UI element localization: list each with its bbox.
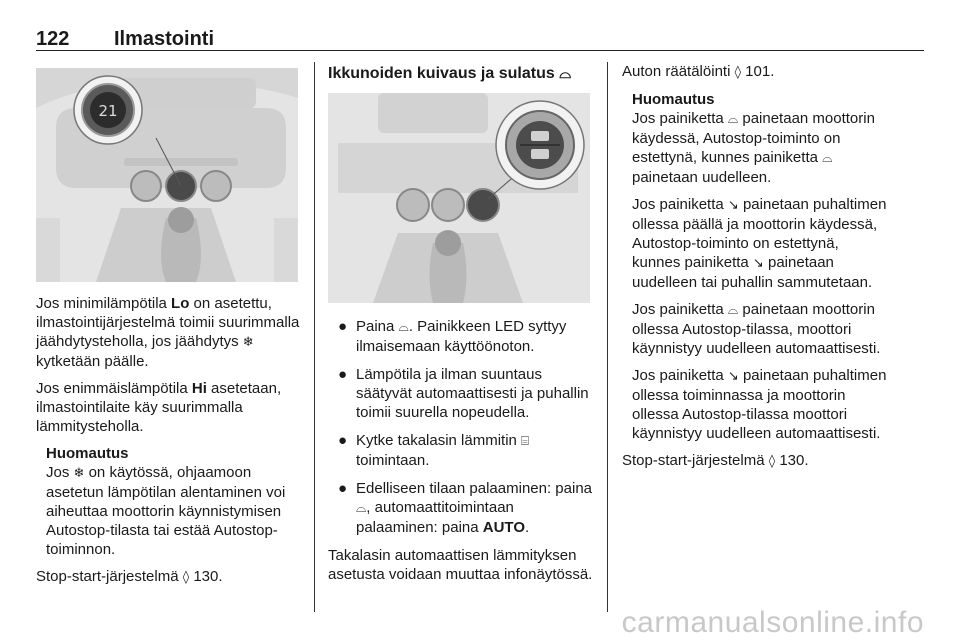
note-block xyxy=(622,90,890,443)
note-paragraph xyxy=(632,366,890,443)
windscreen-defrost-icon: ⌓ xyxy=(727,303,739,318)
text-span: painetaan moottorin ollessa Autostop-tilassa, moottori käynnistyy uudelleen automaattisesti. xyxy=(632,301,881,357)
text-span: . Painikkeen LED syttyy ilmaisemaan käyttöönoton. xyxy=(356,318,567,355)
xref-page: 130. xyxy=(775,452,809,469)
reference-arrow-icon: ◊ xyxy=(182,570,190,585)
note-paragraph xyxy=(632,109,890,187)
instruction-list xyxy=(328,317,596,537)
windscreen-defrost-icon: ⌓ xyxy=(822,151,833,166)
column-1 xyxy=(36,62,300,595)
cross-reference[interactable] xyxy=(36,567,300,587)
text-span: on asetettu, ilmastointijärjestelmä toimii suurimmalla jäähdytysteholla, jos jäähdytys xyxy=(36,295,300,350)
header-divider xyxy=(36,50,924,51)
page-number: 122 xyxy=(36,28,70,50)
paragraph-hi xyxy=(36,379,300,436)
text-span: painetaan uudelleen. xyxy=(632,169,772,186)
note-paragraph xyxy=(632,195,890,292)
note-paragraph xyxy=(632,300,890,358)
text-span: Jos painiketta xyxy=(632,367,728,384)
paragraph-lo xyxy=(36,294,300,371)
dashboard-photo-temperature xyxy=(36,68,298,282)
reference-arrow-icon: ◊ xyxy=(734,65,742,80)
bold-hi: Hi xyxy=(191,380,207,397)
column-2 xyxy=(328,62,596,592)
text-span: , automaattitoimintaan palaaminen: paina xyxy=(356,499,514,536)
air-distribution-icon: ↘ xyxy=(727,369,739,384)
text-span: painetaan uudelleen tai puhallin sammutetaan. xyxy=(632,254,873,291)
text-span: Jos painiketta xyxy=(632,110,728,127)
note-text xyxy=(46,463,300,559)
temperature-display-text: 21 xyxy=(98,102,118,120)
column-divider-1 xyxy=(314,62,315,612)
cross-reference[interactable] xyxy=(622,451,890,471)
text-span: toimintaan. xyxy=(356,452,430,469)
windscreen-defrost-icon: ⌓ xyxy=(398,320,409,335)
list-item xyxy=(328,365,596,422)
column-divider-2 xyxy=(607,62,608,612)
text-span: Lämpötila ja ilman suuntaus säätyvät automaattisesti ja puhallin toimii suurella nopeudella. xyxy=(356,366,589,421)
xref-label: Auton räätälöinti xyxy=(622,63,735,80)
bold-auto: AUTO xyxy=(482,519,525,536)
text-span: painetaan moottorin käydessä, Autostop-toiminto on estettynä, kunnes painiketta xyxy=(632,110,875,166)
climate-control-illustration xyxy=(36,68,298,282)
text-span: kytketään päälle. xyxy=(36,353,149,370)
bullet-icon: ● xyxy=(338,366,348,383)
text-span: painetaan puhaltimen ollessa toiminnassa ja moottorin ollessa Autostop-tilassa moottori käynnistyy uudelleen automaattisesti. xyxy=(632,367,887,442)
watermark: carmanualsonline.info xyxy=(621,606,924,639)
section-title-text: Ikkunoiden kuivaus ja sulatus xyxy=(328,65,555,82)
text-span: on käytössä, ohjaamoon asetetun lämpötilan alentaminen voi aiheuttaa moottorin käynnistymisen Autostop-tilasta tai estää Autostop-toiminnon. xyxy=(46,464,286,558)
xref-page: 101. xyxy=(741,63,775,80)
xref-page: 130. xyxy=(189,568,223,585)
xref-label: Stop-start-järjestelmä xyxy=(36,568,183,585)
text-span: Jos minimilämpötila xyxy=(36,295,172,312)
text-span: Jos painiketta xyxy=(632,301,728,318)
text-span: . xyxy=(525,519,530,536)
list-item xyxy=(328,431,596,470)
snowflake-icon: ❄ xyxy=(242,335,254,350)
text-span: Jos painiketta xyxy=(632,196,728,213)
page-title: Ilmastointi xyxy=(114,28,215,50)
windscreen-defrost-icon: ⌓ xyxy=(559,64,572,82)
text-span: Jos xyxy=(46,464,74,481)
list-item xyxy=(328,479,596,537)
text-span: painetaan puhaltimen ollessa päällä ja moottorin käydessä, Autostop-toiminto on estettynä, kunnes painiketta xyxy=(632,196,887,271)
air-distribution-icon: ↘ xyxy=(752,256,764,271)
text-span: Jos enimmäislämpötila xyxy=(36,380,192,397)
note-block xyxy=(36,444,300,559)
bold-lo: Lo xyxy=(171,295,190,312)
air-distribution-icon: ↘ xyxy=(727,198,739,213)
paragraph-rear-heater: Takalasin automaattisen lämmityksen asetusta voidaan muuttaa infonäytössä. xyxy=(328,547,593,583)
list-item xyxy=(328,317,596,356)
windscreen-defrost-icon: ⌓ xyxy=(356,501,367,516)
column-3 xyxy=(622,62,890,479)
text-span: Edelliseen tilaan palaaminen: paina xyxy=(356,480,593,497)
text-span: Paina xyxy=(356,318,399,335)
xref-label: Stop-start-järjestelmä xyxy=(622,452,769,469)
note-title: Huomautus xyxy=(632,91,715,108)
text-span: asetetaan, ilmastointilaite käy suurimmalla lämmitysteholla. xyxy=(36,380,282,435)
section-heading xyxy=(328,64,596,83)
bullet-icon: ● xyxy=(338,480,348,497)
bullet-icon: ● xyxy=(338,432,348,449)
cross-reference[interactable] xyxy=(622,62,890,82)
dashboard-photo-defrost xyxy=(328,93,590,303)
reference-arrow-icon: ◊ xyxy=(768,454,776,469)
snowflake-icon: ❄ xyxy=(73,466,85,481)
defrost-controls-illustration xyxy=(328,93,590,303)
bullet-icon: ● xyxy=(338,318,348,335)
windscreen-defrost-icon: ⌓ xyxy=(727,112,739,127)
rear-window-heater-icon: ⌸ xyxy=(521,434,529,449)
text-span: Kytke takalasin lämmitin xyxy=(356,432,522,449)
note-title: Huomautus xyxy=(46,445,129,462)
